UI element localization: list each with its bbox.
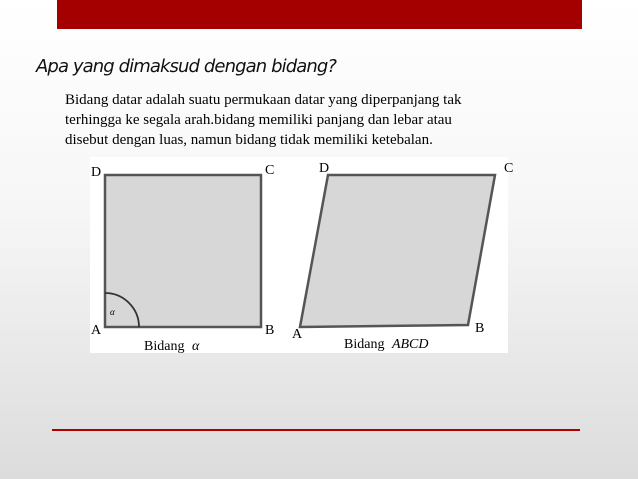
- body-line: terhingga ke segala arah.bidang memiliki panjang dan lebar atau: [65, 112, 452, 128]
- parallelogram-caption-prefix: Bidang: [344, 337, 385, 352]
- square-caption: [144, 339, 200, 354]
- body-line: Bidang datar adalah suatu permukaan datar yang diperpanjang tak: [65, 92, 462, 108]
- parallelogram-vertex-a: A: [292, 327, 303, 342]
- parallelogram-vertex-d: D: [319, 161, 330, 176]
- square-vertex-b: B: [265, 323, 275, 338]
- square-vertex-c: C: [265, 163, 275, 178]
- parallelogram-vertex-c: C: [504, 161, 514, 176]
- square-plane: [105, 175, 261, 327]
- slide-body-text: [65, 90, 565, 150]
- plane-figure: [90, 157, 514, 354]
- plane-diagram: [90, 157, 514, 354]
- square-caption-symbol: α: [191, 339, 200, 354]
- parallelogram-caption-symbol: ABCD: [391, 337, 429, 352]
- square-vertex-d: D: [91, 165, 102, 180]
- body-line: disebut dengan luas, namun bidang tidak memiliki ketebalan.: [65, 132, 433, 148]
- top-accent-bar: [57, 0, 582, 29]
- parallelogram-caption: [344, 337, 429, 352]
- slide-title: Apa yang dimaksud dengan bidang?: [36, 56, 337, 77]
- bottom-divider-line: [52, 429, 580, 431]
- square-vertex-a: A: [91, 323, 102, 338]
- square-caption-prefix: Bidang: [144, 339, 185, 354]
- parallelogram-vertex-b: B: [475, 321, 485, 336]
- angle-label: α: [110, 307, 115, 317]
- parallelogram-plane: [300, 175, 495, 327]
